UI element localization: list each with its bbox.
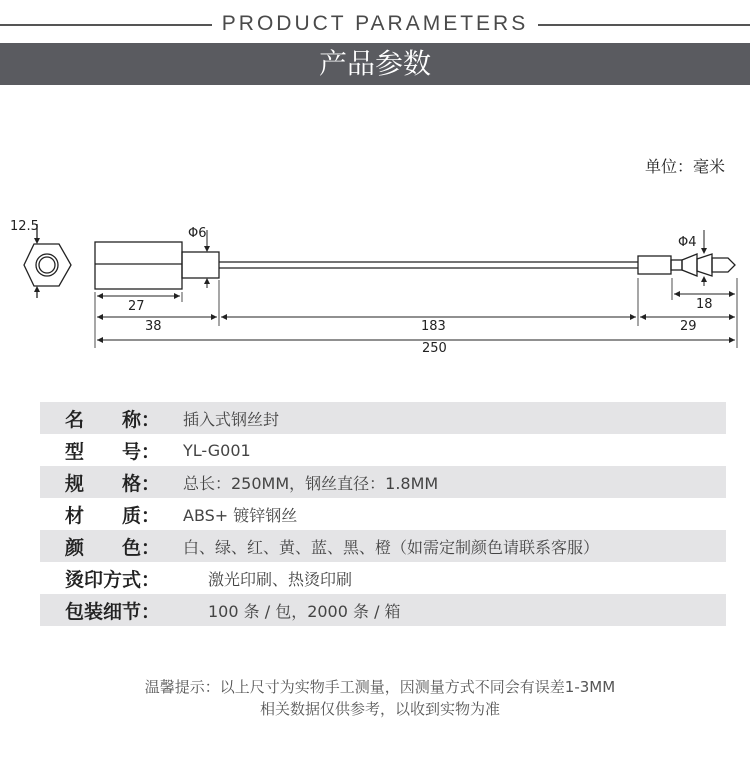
english-title: PRODUCT PARAMETERS [221,12,529,35]
tip-point [712,258,735,272]
dim-sleeve-length: 38 [145,319,162,334]
seal-tip [638,254,735,276]
measurement-note [0,676,750,720]
tip-barb-2 [697,254,712,276]
spec-label-color: 颜 色： [65,536,160,559]
hex-arrow-head-bottom [34,286,40,292]
spec-value-packing: 100 条 / 包，2000 条 / 箱 [208,601,401,621]
spec-label-printing: 烫印方式： [65,568,161,591]
unit-label: 单位：毫米 [644,157,725,176]
tip-neck [671,260,682,270]
spec-value-name: 插入式钢丝封 [183,409,280,429]
dim-wire-length: 183 [421,319,446,334]
steel-wire [219,262,638,268]
dimension-lines [97,291,735,343]
spec-row-printing [40,562,726,594]
hex-end-view [24,224,71,298]
dia-tip-arrow-top [701,248,707,254]
spec-row-name [40,402,726,434]
dia-tip-arrow-bottom [701,276,707,282]
dim-overall-length: 250 [422,341,447,356]
dim-tip-length: 18 [696,297,713,312]
dia-tip-label: Φ4 [678,235,697,250]
dim-head-length: 27 [128,299,145,314]
spec-row-material [40,498,726,530]
spec-value-material: ABS+ 镀锌钢丝 [183,505,298,525]
spec-table [40,402,726,626]
product-dimension-drawing [0,200,750,360]
dia-body-arrow-bottom [204,278,210,284]
seal-head [95,242,219,289]
dia-body-label: Φ6 [188,226,207,241]
section-title-english [0,8,750,42]
hex-arrow-head-top [34,238,40,244]
title-rule-left [0,24,212,26]
seal-sleeve [182,252,219,278]
spec-value-color: 白、绿、红、黄、蓝、黑、橙（如需定制颜色请联系客服） [183,537,600,557]
hex-size-label: 12.5 [10,219,39,234]
spec-row-packing [40,594,726,626]
spec-label-name: 名 称： [65,408,160,431]
spec-label-packing: 包装细节： [65,600,161,623]
spec-value-model: YL-G001 [183,440,251,460]
spec-label-material: 材 质： [65,504,160,527]
spec-value-printing: 激光印刷、热烫印刷 [208,569,353,589]
tip-barb-1 [682,254,697,276]
tip-collar [638,256,671,274]
spec-row-size [40,466,726,498]
note-line-1: 温馨提示：以上尺寸为实物手工测量，因测量方式不同会有误差1-3MM [144,678,616,696]
chinese-title-banner: 产品参数 [0,43,750,85]
dia-body-arrow-top [204,246,210,252]
extension-lines [95,278,737,348]
spec-label-size: 规 格： [65,472,160,495]
note-line-2: 相关数据仅供参考，以收到实物为准 [259,700,500,718]
hex-inner-hole [39,257,55,273]
spec-row-model [40,434,726,466]
spec-row-color [40,530,726,562]
spec-label-model: 型 号： [65,440,160,463]
spec-value-size: 总长：250MM，钢丝直径：1.8MM [183,473,439,493]
seal-head-body [95,242,182,289]
dim-tip-total: 29 [680,319,697,334]
hex-outline [24,244,71,286]
title-rule-right [538,24,750,26]
